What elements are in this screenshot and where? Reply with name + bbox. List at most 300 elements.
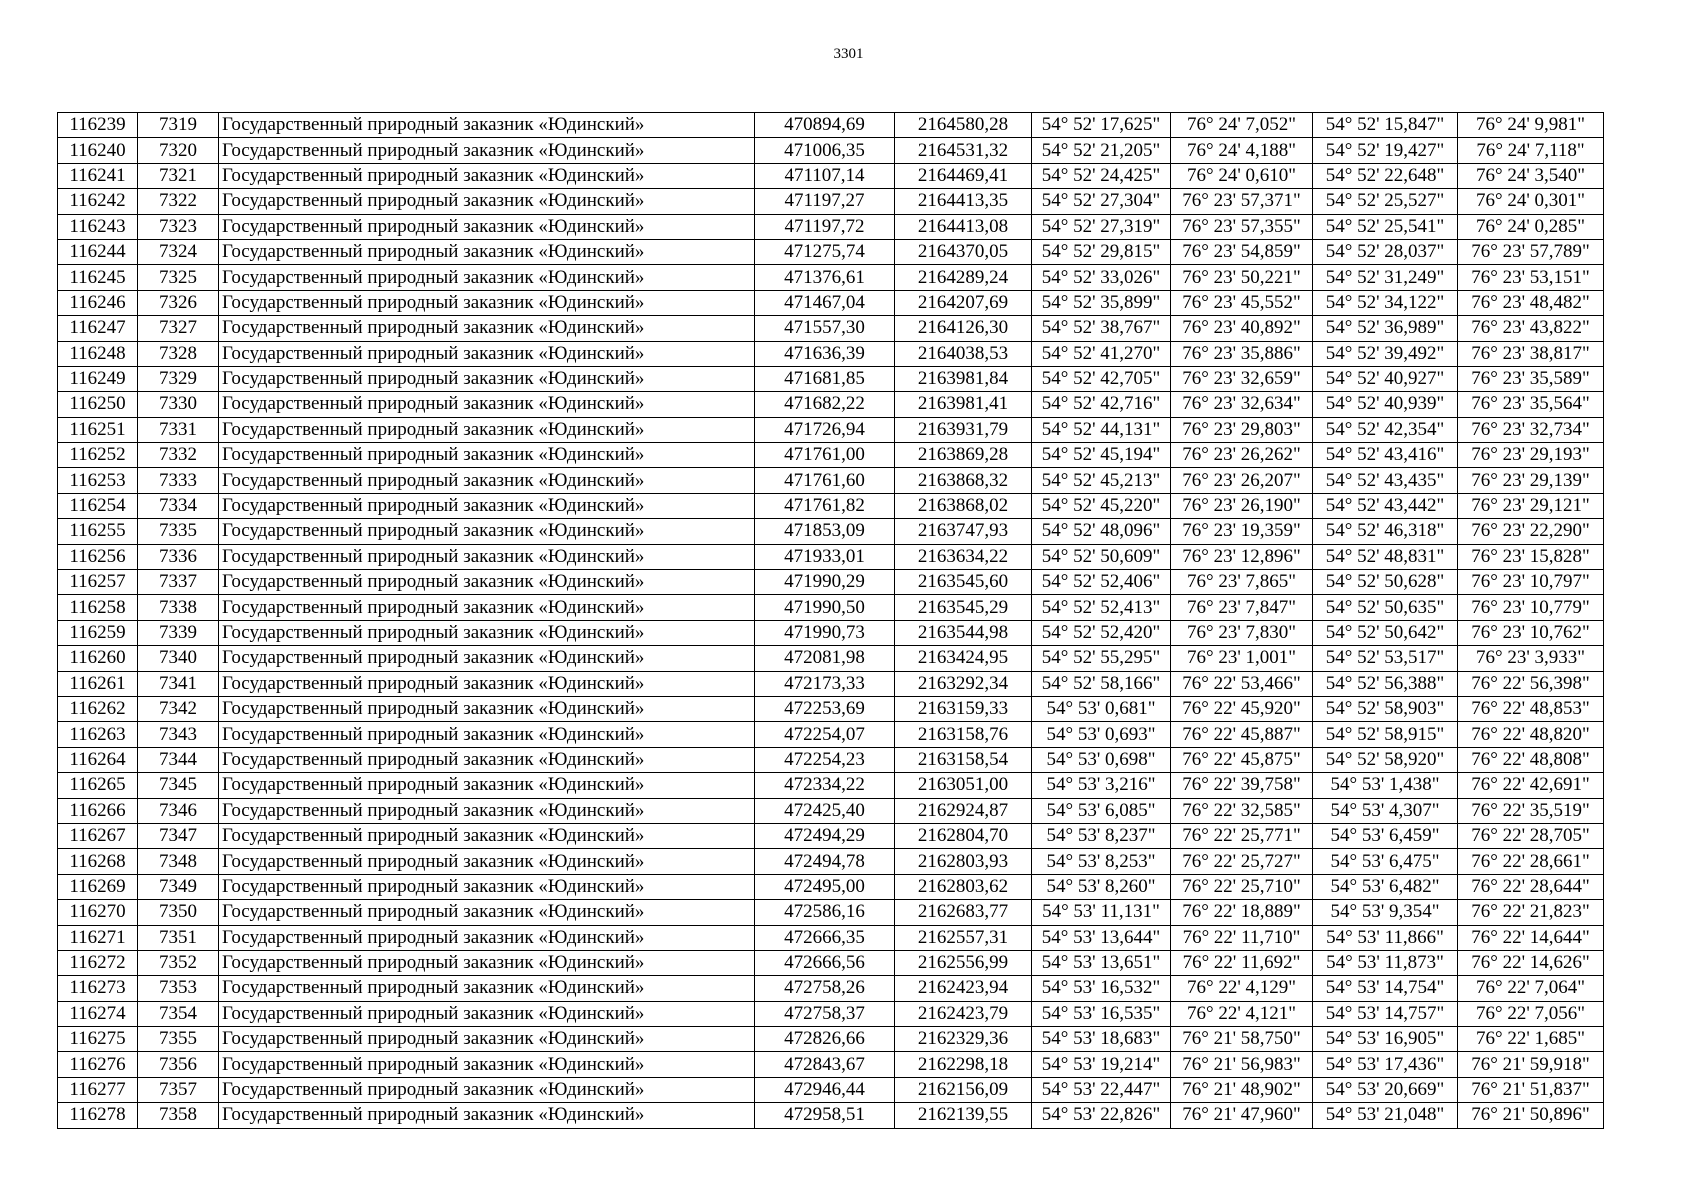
latitude-2-cell: 54° 53' 21,048": [1313, 1103, 1458, 1128]
table-body: [58, 113, 1604, 1129]
point-number-cell: 7338: [138, 595, 219, 620]
table-row: [58, 976, 1604, 1001]
y-coordinate-cell: 2163634,22: [895, 544, 1032, 569]
y-coordinate-cell: 2162423,79: [895, 1001, 1032, 1026]
latitude-2-cell: 54° 53' 1,438": [1313, 773, 1458, 798]
y-coordinate-cell: 2164413,35: [895, 189, 1032, 214]
latitude-1-cell: 54° 52' 27,319": [1032, 214, 1171, 239]
point-id-cell: 116272: [58, 950, 138, 975]
longitude-1-cell: 76° 21' 56,983": [1171, 1052, 1313, 1077]
table-row: [58, 493, 1604, 518]
point-id-cell: 116245: [58, 265, 138, 290]
x-coordinate-cell: 471990,50: [755, 595, 895, 620]
latitude-2-cell: 54° 52' 58,903": [1313, 696, 1458, 721]
longitude-1-cell: 76° 23' 35,886": [1171, 341, 1313, 366]
point-number-cell: 7347: [138, 823, 219, 848]
longitude-2-cell: 76° 23' 3,933": [1458, 646, 1604, 671]
y-coordinate-cell: 2163868,32: [895, 468, 1032, 493]
table-row: [58, 392, 1604, 417]
point-number-cell: 7337: [138, 570, 219, 595]
latitude-1-cell: 54° 53' 0,693": [1032, 722, 1171, 747]
y-coordinate-cell: 2163292,34: [895, 671, 1032, 696]
latitude-1-cell: 54° 52' 52,420": [1032, 620, 1171, 645]
point-number-cell: 7335: [138, 519, 219, 544]
point-number-cell: 7354: [138, 1001, 219, 1026]
y-coordinate-cell: 2164413,08: [895, 214, 1032, 239]
y-coordinate-cell: 2162803,62: [895, 874, 1032, 899]
longitude-2-cell: 76° 23' 29,193": [1458, 443, 1604, 468]
latitude-1-cell: 54° 52' 42,705": [1032, 366, 1171, 391]
longitude-2-cell: 76° 22' 1,685": [1458, 1027, 1604, 1052]
latitude-1-cell: 54° 53' 13,644": [1032, 925, 1171, 950]
y-coordinate-cell: 2164469,41: [895, 163, 1032, 188]
latitude-2-cell: 54° 53' 6,482": [1313, 874, 1458, 899]
table-row: [58, 849, 1604, 874]
latitude-2-cell: 54° 52' 56,388": [1313, 671, 1458, 696]
longitude-2-cell: 76° 24' 7,118": [1458, 138, 1604, 163]
longitude-1-cell: 76° 23' 57,371": [1171, 189, 1313, 214]
object-name-cell: Государственный природный заказник «Юдинский»: [219, 1001, 755, 1026]
point-id-cell: 116261: [58, 671, 138, 696]
y-coordinate-cell: 2163158,76: [895, 722, 1032, 747]
x-coordinate-cell: 471990,73: [755, 620, 895, 645]
latitude-2-cell: 54° 53' 11,866": [1313, 925, 1458, 950]
longitude-2-cell: 76° 22' 28,705": [1458, 823, 1604, 848]
table-row: [58, 443, 1604, 468]
latitude-1-cell: 54° 53' 16,535": [1032, 1001, 1171, 1026]
point-number-cell: 7349: [138, 874, 219, 899]
latitude-1-cell: 54° 52' 27,304": [1032, 189, 1171, 214]
point-id-cell: 116265: [58, 773, 138, 798]
point-id-cell: 116277: [58, 1077, 138, 1102]
x-coordinate-cell: 472758,37: [755, 1001, 895, 1026]
table-row: [58, 113, 1604, 138]
point-id-cell: 116273: [58, 976, 138, 1001]
latitude-1-cell: 54° 53' 11,131": [1032, 900, 1171, 925]
longitude-2-cell: 76° 23' 48,482": [1458, 290, 1604, 315]
point-number-cell: 7324: [138, 239, 219, 264]
longitude-2-cell: 76° 23' 10,797": [1458, 570, 1604, 595]
longitude-1-cell: 76° 22' 53,466": [1171, 671, 1313, 696]
object-name-cell: Государственный природный заказник «Юдинский»: [219, 1052, 755, 1077]
table-row: [58, 189, 1604, 214]
longitude-1-cell: 76° 23' 19,359": [1171, 519, 1313, 544]
y-coordinate-cell: 2163545,29: [895, 595, 1032, 620]
table-row: [58, 366, 1604, 391]
point-number-cell: 7331: [138, 417, 219, 442]
point-number-cell: 7336: [138, 544, 219, 569]
table-row: [58, 950, 1604, 975]
y-coordinate-cell: 2162156,09: [895, 1077, 1032, 1102]
y-coordinate-cell: 2163545,60: [895, 570, 1032, 595]
x-coordinate-cell: 472758,26: [755, 976, 895, 1001]
longitude-2-cell: 76° 24' 3,540": [1458, 163, 1604, 188]
table-row: [58, 1001, 1604, 1026]
point-id-cell: 116278: [58, 1103, 138, 1128]
point-number-cell: 7345: [138, 773, 219, 798]
longitude-1-cell: 76° 23' 26,207": [1171, 468, 1313, 493]
table-row: [58, 570, 1604, 595]
longitude-1-cell: 76° 22' 39,758": [1171, 773, 1313, 798]
point-number-cell: 7352: [138, 950, 219, 975]
x-coordinate-cell: 471376,61: [755, 265, 895, 290]
point-number-cell: 7328: [138, 341, 219, 366]
latitude-1-cell: 54° 52' 52,406": [1032, 570, 1171, 595]
point-number-cell: 7334: [138, 493, 219, 518]
table-row: [58, 290, 1604, 315]
latitude-2-cell: 54° 52' 50,642": [1313, 620, 1458, 645]
table-row: [58, 341, 1604, 366]
point-number-cell: 7325: [138, 265, 219, 290]
latitude-1-cell: 54° 52' 55,295": [1032, 646, 1171, 671]
x-coordinate-cell: 472666,56: [755, 950, 895, 975]
y-coordinate-cell: 2164038,53: [895, 341, 1032, 366]
latitude-2-cell: 54° 52' 39,492": [1313, 341, 1458, 366]
latitude-1-cell: 54° 52' 50,609": [1032, 544, 1171, 569]
longitude-2-cell: 76° 22' 48,853": [1458, 696, 1604, 721]
point-number-cell: 7350: [138, 900, 219, 925]
y-coordinate-cell: 2162557,31: [895, 925, 1032, 950]
latitude-1-cell: 54° 52' 52,413": [1032, 595, 1171, 620]
y-coordinate-cell: 2162556,99: [895, 950, 1032, 975]
object-name-cell: Государственный природный заказник «Юдинский»: [219, 671, 755, 696]
latitude-2-cell: 54° 53' 6,459": [1313, 823, 1458, 848]
object-name-cell: Государственный природный заказник «Юдинский»: [219, 570, 755, 595]
table-row: [58, 646, 1604, 671]
point-number-cell: 7321: [138, 163, 219, 188]
x-coordinate-cell: 472334,22: [755, 773, 895, 798]
coordinates-table: [57, 112, 1604, 1129]
longitude-2-cell: 76° 23' 53,151": [1458, 265, 1604, 290]
latitude-2-cell: 54° 52' 58,915": [1313, 722, 1458, 747]
latitude-1-cell: 54° 53' 0,698": [1032, 747, 1171, 772]
table-row: [58, 595, 1604, 620]
table-row: [58, 1052, 1604, 1077]
longitude-1-cell: 76° 23' 50,221": [1171, 265, 1313, 290]
x-coordinate-cell: 472946,44: [755, 1077, 895, 1102]
object-name-cell: Государственный природный заказник «Юдинский»: [219, 620, 755, 645]
point-number-cell: 7346: [138, 798, 219, 823]
longitude-2-cell: 76° 22' 7,056": [1458, 1001, 1604, 1026]
latitude-2-cell: 54° 52' 40,927": [1313, 366, 1458, 391]
object-name-cell: Государственный природный заказник «Юдинский»: [219, 290, 755, 315]
latitude-1-cell: 54° 53' 13,651": [1032, 950, 1171, 975]
table-row: [58, 747, 1604, 772]
y-coordinate-cell: 2162139,55: [895, 1103, 1032, 1128]
point-id-cell: 116243: [58, 214, 138, 239]
point-number-cell: 7326: [138, 290, 219, 315]
latitude-1-cell: 54° 53' 8,253": [1032, 849, 1171, 874]
longitude-2-cell: 76° 22' 21,823": [1458, 900, 1604, 925]
object-name-cell: Государственный природный заказник «Юдинский»: [219, 214, 755, 239]
y-coordinate-cell: 2162804,70: [895, 823, 1032, 848]
point-id-cell: 116247: [58, 316, 138, 341]
latitude-1-cell: 54° 52' 41,270": [1032, 341, 1171, 366]
point-id-cell: 116258: [58, 595, 138, 620]
latitude-2-cell: 54° 53' 17,436": [1313, 1052, 1458, 1077]
object-name-cell: Государственный природный заказник «Юдинский»: [219, 874, 755, 899]
latitude-1-cell: 54° 52' 45,220": [1032, 493, 1171, 518]
latitude-2-cell: 54° 52' 42,354": [1313, 417, 1458, 442]
object-name-cell: Государственный природный заказник «Юдинский»: [219, 493, 755, 518]
longitude-1-cell: 76° 23' 32,659": [1171, 366, 1313, 391]
object-name-cell: Государственный природный заказник «Юдинский»: [219, 189, 755, 214]
object-name-cell: Государственный природный заказник «Юдинский»: [219, 849, 755, 874]
x-coordinate-cell: 471933,01: [755, 544, 895, 569]
latitude-1-cell: 54° 53' 16,532": [1032, 976, 1171, 1001]
table-row: [58, 239, 1604, 264]
x-coordinate-cell: 470894,69: [755, 113, 895, 138]
longitude-2-cell: 76° 22' 28,661": [1458, 849, 1604, 874]
latitude-2-cell: 54° 52' 43,435": [1313, 468, 1458, 493]
latitude-2-cell: 54° 52' 40,939": [1313, 392, 1458, 417]
latitude-2-cell: 54° 52' 25,541": [1313, 214, 1458, 239]
longitude-1-cell: 76° 21' 48,902": [1171, 1077, 1313, 1102]
y-coordinate-cell: 2163159,33: [895, 696, 1032, 721]
y-coordinate-cell: 2163981,84: [895, 366, 1032, 391]
point-number-cell: 7330: [138, 392, 219, 417]
point-number-cell: 7358: [138, 1103, 219, 1128]
x-coordinate-cell: 471467,04: [755, 290, 895, 315]
table-row: [58, 1077, 1604, 1102]
y-coordinate-cell: 2163869,28: [895, 443, 1032, 468]
x-coordinate-cell: 472843,67: [755, 1052, 895, 1077]
longitude-2-cell: 76° 21' 59,918": [1458, 1052, 1604, 1077]
x-coordinate-cell: 471761,82: [755, 493, 895, 518]
longitude-1-cell: 76° 22' 45,875": [1171, 747, 1313, 772]
x-coordinate-cell: 471682,22: [755, 392, 895, 417]
latitude-1-cell: 54° 53' 18,683": [1032, 1027, 1171, 1052]
table-row: [58, 823, 1604, 848]
longitude-2-cell: 76° 21' 51,837": [1458, 1077, 1604, 1102]
latitude-2-cell: 54° 53' 6,475": [1313, 849, 1458, 874]
point-number-cell: 7332: [138, 443, 219, 468]
point-number-cell: 7344: [138, 747, 219, 772]
point-id-cell: 116267: [58, 823, 138, 848]
y-coordinate-cell: 2164126,30: [895, 316, 1032, 341]
latitude-2-cell: 54° 53' 4,307": [1313, 798, 1458, 823]
object-name-cell: Государственный природный заказник «Юдинский»: [219, 138, 755, 163]
x-coordinate-cell: 472254,07: [755, 722, 895, 747]
object-name-cell: Государственный природный заказник «Юдинский»: [219, 823, 755, 848]
x-coordinate-cell: 472494,78: [755, 849, 895, 874]
longitude-2-cell: 76° 24' 0,301": [1458, 189, 1604, 214]
longitude-1-cell: 76° 23' 54,859": [1171, 239, 1313, 264]
object-name-cell: Государственный природный заказник «Юдинский»: [219, 392, 755, 417]
x-coordinate-cell: 471557,30: [755, 316, 895, 341]
y-coordinate-cell: 2164531,32: [895, 138, 1032, 163]
longitude-1-cell: 76° 23' 7,847": [1171, 595, 1313, 620]
longitude-1-cell: 76° 24' 0,610": [1171, 163, 1313, 188]
longitude-2-cell: 76° 21' 50,896": [1458, 1103, 1604, 1128]
x-coordinate-cell: 472958,51: [755, 1103, 895, 1128]
latitude-2-cell: 54° 52' 28,037": [1313, 239, 1458, 264]
longitude-1-cell: 76° 23' 26,262": [1171, 443, 1313, 468]
longitude-2-cell: 76° 22' 56,398": [1458, 671, 1604, 696]
object-name-cell: Государственный природный заказник «Юдинский»: [219, 722, 755, 747]
table-row: [58, 722, 1604, 747]
y-coordinate-cell: 2163158,54: [895, 747, 1032, 772]
table-row: [58, 265, 1604, 290]
latitude-1-cell: 54° 52' 24,425": [1032, 163, 1171, 188]
latitude-2-cell: 54° 52' 50,635": [1313, 595, 1458, 620]
point-id-cell: 116254: [58, 493, 138, 518]
longitude-1-cell: 76° 22' 4,121": [1171, 1001, 1313, 1026]
point-number-cell: 7355: [138, 1027, 219, 1052]
object-name-cell: Государственный природный заказник «Юдинский»: [219, 976, 755, 1001]
object-name-cell: Государственный природный заказник «Юдинский»: [219, 366, 755, 391]
point-number-cell: 7322: [138, 189, 219, 214]
point-number-cell: 7327: [138, 316, 219, 341]
point-id-cell: 116255: [58, 519, 138, 544]
latitude-1-cell: 54° 52' 33,026": [1032, 265, 1171, 290]
point-id-cell: 116269: [58, 874, 138, 899]
table-row: [58, 696, 1604, 721]
longitude-2-cell: 76° 22' 14,626": [1458, 950, 1604, 975]
point-id-cell: 116246: [58, 290, 138, 315]
x-coordinate-cell: 472173,33: [755, 671, 895, 696]
point-id-cell: 116241: [58, 163, 138, 188]
latitude-2-cell: 54° 53' 14,754": [1313, 976, 1458, 1001]
table-row: [58, 1027, 1604, 1052]
point-id-cell: 116274: [58, 1001, 138, 1026]
table-row: [58, 468, 1604, 493]
latitude-1-cell: 54° 52' 45,213": [1032, 468, 1171, 493]
longitude-1-cell: 76° 23' 12,896": [1171, 544, 1313, 569]
x-coordinate-cell: 471197,27: [755, 189, 895, 214]
latitude-2-cell: 54° 52' 46,318": [1313, 519, 1458, 544]
latitude-2-cell: 54° 52' 19,427": [1313, 138, 1458, 163]
point-id-cell: 116250: [58, 392, 138, 417]
longitude-2-cell: 76° 23' 43,822": [1458, 316, 1604, 341]
table-row: [58, 874, 1604, 899]
object-name-cell: Государственный природный заказник «Юдинский»: [219, 544, 755, 569]
table-row: [58, 1103, 1604, 1128]
y-coordinate-cell: 2164580,28: [895, 113, 1032, 138]
point-number-cell: 7329: [138, 366, 219, 391]
object-name-cell: Государственный природный заказник «Юдинский»: [219, 1027, 755, 1052]
longitude-2-cell: 76° 23' 35,564": [1458, 392, 1604, 417]
latitude-1-cell: 54° 52' 21,205": [1032, 138, 1171, 163]
latitude-2-cell: 54° 52' 53,517": [1313, 646, 1458, 671]
longitude-1-cell: 76° 22' 25,727": [1171, 849, 1313, 874]
longitude-1-cell: 76° 22' 18,889": [1171, 900, 1313, 925]
y-coordinate-cell: 2162803,93: [895, 849, 1032, 874]
object-name-cell: Государственный природный заказник «Юдинский»: [219, 1103, 755, 1128]
point-id-cell: 116275: [58, 1027, 138, 1052]
latitude-1-cell: 54° 52' 45,194": [1032, 443, 1171, 468]
x-coordinate-cell: 471761,00: [755, 443, 895, 468]
object-name-cell: Государственный природный заказник «Юдинский»: [219, 696, 755, 721]
object-name-cell: Государственный природный заказник «Юдинский»: [219, 646, 755, 671]
object-name-cell: Государственный природный заказник «Юдинский»: [219, 519, 755, 544]
point-number-cell: 7342: [138, 696, 219, 721]
longitude-2-cell: 76° 22' 28,644": [1458, 874, 1604, 899]
point-id-cell: 116266: [58, 798, 138, 823]
longitude-1-cell: 76° 22' 25,710": [1171, 874, 1313, 899]
longitude-2-cell: 76° 23' 29,121": [1458, 493, 1604, 518]
point-id-cell: 116251: [58, 417, 138, 442]
latitude-1-cell: 54° 52' 48,096": [1032, 519, 1171, 544]
longitude-2-cell: 76° 22' 48,820": [1458, 722, 1604, 747]
latitude-2-cell: 54° 52' 15,847": [1313, 113, 1458, 138]
object-name-cell: Государственный природный заказник «Юдинский»: [219, 239, 755, 264]
longitude-1-cell: 76° 23' 26,190": [1171, 493, 1313, 518]
page-number: 3301: [833, 46, 864, 62]
y-coordinate-cell: 2162423,94: [895, 976, 1032, 1001]
longitude-2-cell: 76° 22' 7,064": [1458, 976, 1604, 1001]
latitude-2-cell: 54° 52' 58,920": [1313, 747, 1458, 772]
latitude-1-cell: 54° 52' 38,767": [1032, 316, 1171, 341]
longitude-1-cell: 76° 22' 45,887": [1171, 722, 1313, 747]
table-row: [58, 925, 1604, 950]
longitude-1-cell: 76° 23' 45,552": [1171, 290, 1313, 315]
x-coordinate-cell: 472495,00: [755, 874, 895, 899]
latitude-2-cell: 54° 52' 36,989": [1313, 316, 1458, 341]
point-number-cell: 7320: [138, 138, 219, 163]
point-id-cell: 116263: [58, 722, 138, 747]
point-number-cell: 7357: [138, 1077, 219, 1102]
longitude-1-cell: 76° 24' 4,188": [1171, 138, 1313, 163]
object-name-cell: Государственный природный заказник «Юдинский»: [219, 595, 755, 620]
latitude-2-cell: 54° 52' 34,122": [1313, 290, 1458, 315]
longitude-1-cell: 76° 23' 32,634": [1171, 392, 1313, 417]
latitude-2-cell: 54° 52' 43,442": [1313, 493, 1458, 518]
longitude-1-cell: 76° 23' 29,803": [1171, 417, 1313, 442]
latitude-2-cell: 54° 52' 43,416": [1313, 443, 1458, 468]
table-row: [58, 798, 1604, 823]
object-name-cell: Государственный природный заказник «Юдинский»: [219, 950, 755, 975]
y-coordinate-cell: 2164207,69: [895, 290, 1032, 315]
y-coordinate-cell: 2164289,24: [895, 265, 1032, 290]
latitude-2-cell: 54° 52' 50,628": [1313, 570, 1458, 595]
latitude-1-cell: 54° 53' 3,216": [1032, 773, 1171, 798]
longitude-1-cell: 76° 22' 4,129": [1171, 976, 1313, 1001]
table-row: [58, 900, 1604, 925]
latitude-2-cell: 54° 52' 48,831": [1313, 544, 1458, 569]
longitude-2-cell: 76° 23' 35,589": [1458, 366, 1604, 391]
latitude-2-cell: 54° 53' 14,757": [1313, 1001, 1458, 1026]
object-name-cell: Государственный природный заказник «Юдинский»: [219, 265, 755, 290]
latitude-1-cell: 54° 53' 19,214": [1032, 1052, 1171, 1077]
point-id-cell: 116260: [58, 646, 138, 671]
latitude-2-cell: 54° 52' 25,527": [1313, 189, 1458, 214]
point-number-cell: 7319: [138, 113, 219, 138]
longitude-1-cell: 76° 22' 11,710": [1171, 925, 1313, 950]
latitude-1-cell: 54° 52' 17,625": [1032, 113, 1171, 138]
table-row: [58, 620, 1604, 645]
latitude-1-cell: 54° 53' 6,085": [1032, 798, 1171, 823]
object-name-cell: Государственный природный заказник «Юдинский»: [219, 417, 755, 442]
point-number-cell: 7353: [138, 976, 219, 1001]
longitude-2-cell: 76° 23' 32,734": [1458, 417, 1604, 442]
longitude-1-cell: 76° 23' 57,355": [1171, 214, 1313, 239]
object-name-cell: Государственный природный заказник «Юдинский»: [219, 341, 755, 366]
x-coordinate-cell: 472253,69: [755, 696, 895, 721]
y-coordinate-cell: 2163981,41: [895, 392, 1032, 417]
latitude-2-cell: 54° 53' 20,669": [1313, 1077, 1458, 1102]
longitude-1-cell: 76° 21' 58,750": [1171, 1027, 1313, 1052]
x-coordinate-cell: 471853,09: [755, 519, 895, 544]
x-coordinate-cell: 472425,40: [755, 798, 895, 823]
table-row: [58, 214, 1604, 239]
table-row: [58, 773, 1604, 798]
point-id-cell: 116239: [58, 113, 138, 138]
latitude-2-cell: 54° 53' 11,873": [1313, 950, 1458, 975]
longitude-1-cell: 76° 22' 32,585": [1171, 798, 1313, 823]
y-coordinate-cell: 2163931,79: [895, 417, 1032, 442]
object-name-cell: Государственный природный заказник «Юдинский»: [219, 925, 755, 950]
